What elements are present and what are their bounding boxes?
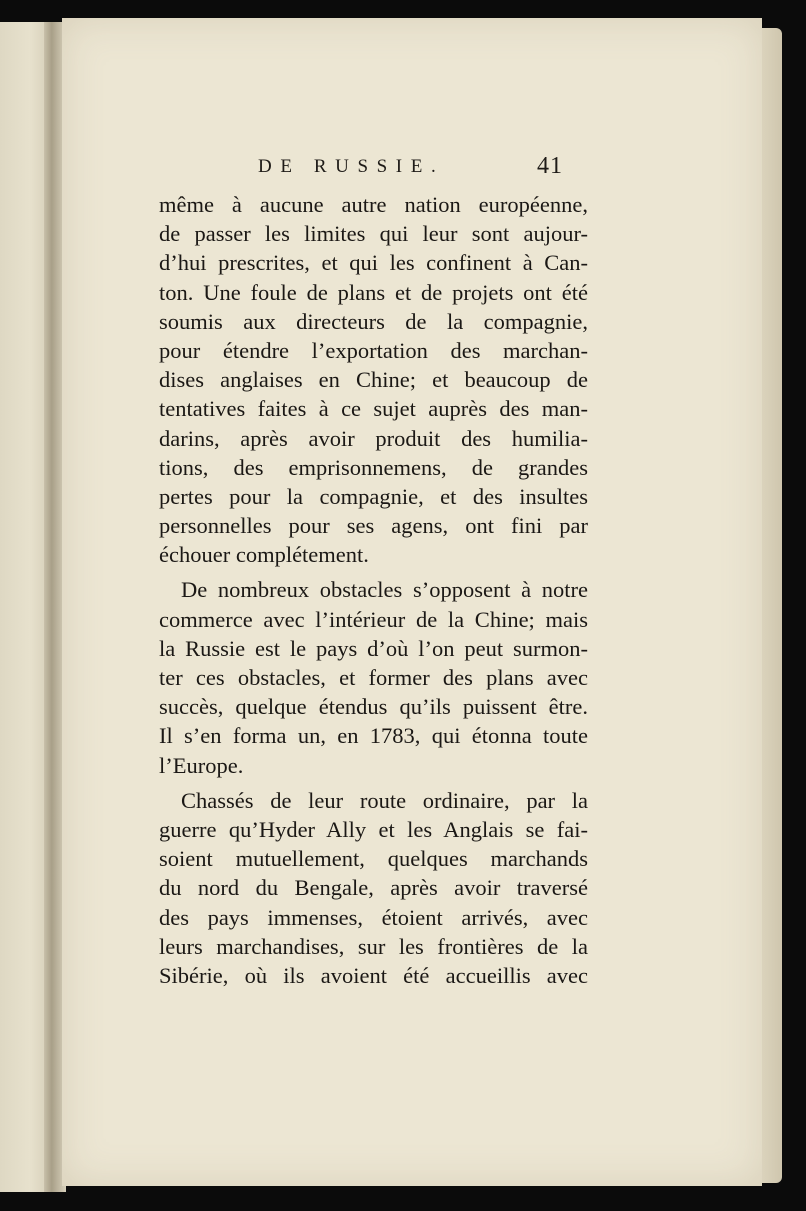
text-line: tentatives faites à ce sujet auprès des man- — [159, 396, 588, 422]
text-line: succès, quelque étendus qu’ils puissent être. — [159, 694, 588, 720]
text-line: des pays immenses, étoient arrivés, avec — [159, 904, 588, 930]
paragraph-3 — [159, 786, 588, 990]
text-line: guerre qu’Hyder Ally et les Anglais se fai- — [159, 816, 588, 842]
text-line: darins, après avoir produit des humilia- — [159, 425, 588, 451]
text-line: pertes pour la compagnie, et des insultes — [159, 483, 588, 509]
running-head — [0, 153, 806, 186]
text-line: soumis aux directeurs de la compagnie, — [159, 308, 588, 334]
text-line: ter ces obstacles, et former des plans avec — [159, 665, 588, 690]
text-line: soient mutuellement, quelques marchands — [159, 846, 588, 872]
paragraph-1 — [159, 190, 588, 569]
left-page-edge — [0, 22, 50, 1192]
text-line: du nord du Bengale, après avoir traversé — [159, 875, 588, 901]
text-line: l’Europe. — [159, 752, 244, 778]
text-line: personnelles pour ses agens, ont fini par — [159, 513, 588, 539]
text-line: de passer les limites qui leur sont aujour- — [159, 221, 588, 247]
text-line: Il s’en forma un, en 1783, qui étonna toute — [159, 723, 588, 749]
text-line: la Russie est le pays d’où l’on peut surmon- — [159, 635, 588, 661]
running-title: DE RUSSIE. — [258, 156, 445, 177]
text-line: dises anglaises en Chine; et beaucoup de — [159, 367, 588, 393]
text-line: tions, des emprisonnemens, de grandes — [159, 454, 588, 480]
page-number: 41 — [537, 153, 563, 179]
text-line: même à aucune autre nation européenne, — [159, 192, 588, 217]
text-line: d’hui prescrites, et qui les confinent à Can- — [159, 250, 588, 276]
paragraph-2 — [159, 575, 588, 779]
text-line: pour étendre l’exportation des marchan- — [159, 337, 588, 363]
text-line: leurs marchandises, sur les frontières de la — [159, 933, 588, 959]
text-line: Chassés de leur route ordinaire, par la — [181, 787, 588, 813]
body-text — [159, 190, 588, 990]
text-line: De nombreux obstacles s’opposent à notre — [181, 577, 588, 603]
text-line: commerce avec l’intérieur de la Chine; mais — [159, 606, 588, 632]
text-line: ton. Une foule de plans et de projets ont été — [159, 279, 588, 305]
text-line: échouer complétement. — [159, 542, 369, 568]
text-line: Sibérie, où ils avoient été accueillis avec — [159, 962, 588, 988]
